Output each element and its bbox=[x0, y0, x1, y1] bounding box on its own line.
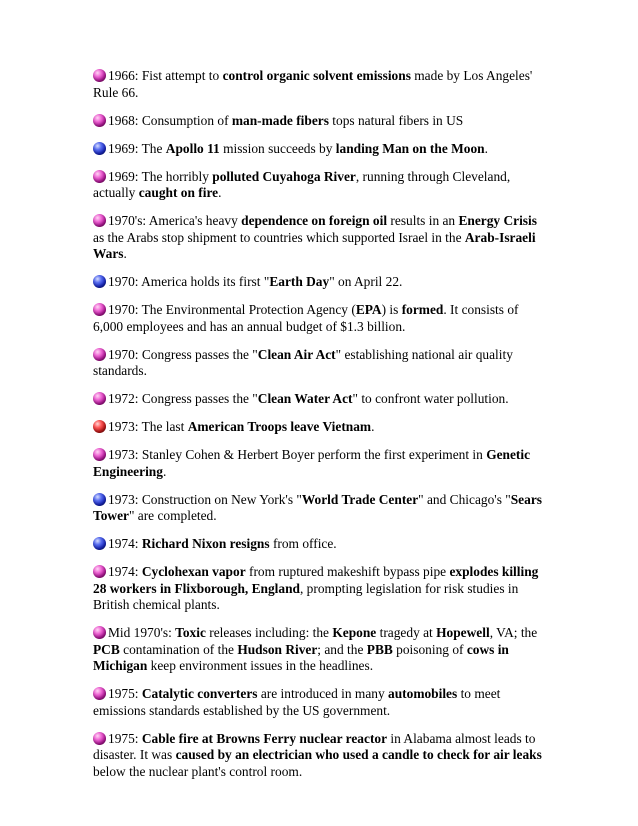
bold-text: Sears Tower bbox=[93, 491, 542, 523]
bold-text: landing Man on the Moon bbox=[335, 140, 485, 156]
bold-text: Richard Nixon resigns bbox=[141, 536, 270, 551]
text: as the Arabs stop shipment to countries which supported Israel in the bbox=[93, 229, 465, 245]
timeline-entry-text bbox=[93, 564, 551, 614]
magenta-sphere-bullet-icon bbox=[93, 69, 106, 82]
bold-text: dependence on foreign oil bbox=[241, 213, 388, 228]
timeline-entry bbox=[93, 625, 551, 675]
timeline-entry-text bbox=[93, 419, 551, 436]
timeline-entry-text bbox=[93, 347, 551, 380]
bold-text: caused by an electrician who used a candle to check for air leaks bbox=[175, 747, 542, 762]
text: mission succeeds by bbox=[219, 140, 336, 156]
text: to meet emissions standards established by the US government. bbox=[93, 686, 501, 718]
bold-text: Kepone bbox=[332, 625, 377, 640]
bold-text: EPA bbox=[355, 302, 382, 317]
timeline-entry bbox=[93, 169, 551, 202]
bold-text: Clean Water Act bbox=[257, 391, 353, 406]
blue-sphere-bullet-icon bbox=[93, 537, 106, 550]
timeline-entry-text bbox=[93, 447, 551, 480]
bold-text: PCB bbox=[93, 641, 120, 657]
timeline-entry bbox=[93, 68, 551, 101]
bold-text: Catalytic converters bbox=[141, 686, 258, 701]
magenta-sphere-bullet-icon bbox=[93, 565, 106, 578]
bold-text: American Troops leave Vietnam bbox=[187, 419, 372, 434]
text: 1973: Construction on New York's " bbox=[108, 491, 302, 507]
bold-text: Clean Air Act bbox=[257, 346, 336, 362]
bold-text: explodes killing 28 workers in Flixborough, England bbox=[93, 564, 539, 596]
timeline-entry bbox=[93, 347, 551, 380]
text: 1973: Stanley Cohen & Herbert Boyer perform the first experiment in bbox=[108, 447, 487, 462]
timeline-entry bbox=[93, 213, 551, 263]
magenta-sphere-bullet-icon bbox=[93, 732, 106, 745]
timeline-entry bbox=[93, 536, 551, 553]
magenta-sphere-bullet-icon bbox=[93, 303, 106, 316]
magenta-sphere-bullet-icon bbox=[93, 626, 106, 639]
timeline-entry bbox=[93, 731, 551, 781]
text: from ruptured makeshift bypass pipe bbox=[245, 564, 450, 579]
bold-text: caught on fire bbox=[138, 185, 219, 200]
timeline-entry bbox=[93, 419, 551, 436]
timeline-entry bbox=[93, 564, 551, 614]
text: . It consists of 6,000 employees and has an annual budget of $1.3 billion. bbox=[93, 302, 519, 334]
bold-text: control organic solvent emissions bbox=[222, 68, 411, 83]
text: results in an bbox=[387, 213, 459, 228]
bold-text: polluted Cuyahoga River bbox=[212, 168, 356, 184]
timeline-entry bbox=[93, 492, 551, 525]
timeline-entry bbox=[93, 113, 551, 130]
text: 1970: Congress passes the " bbox=[108, 346, 258, 362]
text: 1966: Fist attempt to bbox=[108, 68, 223, 83]
timeline-entry-text bbox=[93, 113, 551, 130]
bold-text: Genetic Engineering bbox=[93, 447, 531, 479]
timeline-entry-text bbox=[93, 391, 551, 408]
bold-text: Energy Crisis bbox=[458, 213, 537, 228]
bold-text: Cyclohexan vapor bbox=[141, 564, 246, 579]
bold-text: Cable fire at Browns Ferry nuclear reactor bbox=[141, 730, 388, 746]
timeline-entry-text bbox=[93, 731, 551, 781]
bold-text: Earth Day bbox=[269, 274, 330, 289]
text: releases including: the bbox=[205, 625, 333, 640]
timeline-entry bbox=[93, 141, 551, 158]
text: contamination of the bbox=[119, 641, 238, 657]
magenta-sphere-bullet-icon bbox=[93, 114, 106, 127]
red-sphere-bullet-icon bbox=[93, 420, 106, 433]
bold-text: cows in Michigan bbox=[93, 641, 509, 673]
bold-text: automobiles bbox=[388, 686, 458, 701]
bold-text: Arab-Israeli Wars bbox=[93, 229, 536, 261]
text: 1975: bbox=[108, 730, 142, 746]
timeline-entry-text bbox=[93, 68, 551, 101]
text: 1972: Congress passes the " bbox=[108, 391, 258, 406]
magenta-sphere-bullet-icon bbox=[93, 348, 106, 361]
text: . bbox=[162, 463, 167, 479]
text: tragedy at bbox=[376, 625, 437, 640]
timeline-entry-text bbox=[93, 141, 551, 158]
text: 1969: The horribly bbox=[108, 168, 213, 184]
text: from office. bbox=[269, 536, 337, 551]
text: 1974: bbox=[108, 536, 142, 551]
blue-sphere-bullet-icon bbox=[93, 142, 106, 155]
text: . bbox=[123, 246, 127, 261]
text: " and Chicago's " bbox=[418, 491, 511, 507]
text: below the nuclear plant's control room. bbox=[93, 763, 303, 779]
text: . bbox=[218, 185, 222, 200]
bold-text: Hopewell bbox=[436, 625, 490, 640]
text: tops natural fibers in US bbox=[328, 112, 464, 128]
text: , running through Cleveland, actually bbox=[93, 168, 511, 200]
text: 1970: The Environmental Protection Agency ( bbox=[108, 302, 356, 317]
timeline-list bbox=[93, 68, 551, 792]
text: 1969: The bbox=[108, 140, 166, 156]
text: ) is bbox=[381, 302, 402, 317]
text: in Alabama almost leads to disaster. It was bbox=[93, 730, 536, 762]
text: 1974: bbox=[108, 564, 142, 579]
timeline-entry-text bbox=[93, 169, 551, 202]
text: . bbox=[371, 419, 375, 434]
bold-text: World Trade Center bbox=[301, 491, 419, 507]
text: poisoning of bbox=[392, 641, 467, 657]
text: ; and the bbox=[317, 641, 367, 657]
bold-text: Hudson River bbox=[237, 641, 318, 657]
timeline-entry bbox=[93, 447, 551, 480]
bold-text: PBB bbox=[366, 641, 393, 657]
timeline-entry-text bbox=[93, 686, 551, 719]
bold-text: formed bbox=[401, 302, 444, 317]
timeline-entry-text bbox=[93, 274, 551, 291]
text: , VA; the bbox=[489, 625, 538, 640]
text: " establishing national air quality standards. bbox=[93, 346, 513, 378]
text: , prompting legislation for risk studies in British chemical plants. bbox=[93, 580, 519, 612]
timeline-entry bbox=[93, 274, 551, 291]
text: " on April 22. bbox=[329, 274, 403, 289]
timeline-entry-text bbox=[93, 625, 551, 675]
text: 1970's: America's heavy bbox=[108, 213, 242, 228]
magenta-sphere-bullet-icon bbox=[93, 687, 106, 700]
timeline-entry bbox=[93, 302, 551, 335]
timeline-entry-text bbox=[93, 213, 551, 263]
timeline-entry-text bbox=[93, 492, 551, 525]
blue-sphere-bullet-icon bbox=[93, 275, 106, 288]
timeline-entry-text bbox=[93, 302, 551, 335]
text: are introduced in many bbox=[257, 686, 389, 701]
text: . bbox=[484, 140, 488, 156]
text: 1973: The last bbox=[108, 419, 188, 434]
text: 1975: bbox=[108, 686, 142, 701]
text: " are completed. bbox=[128, 508, 217, 523]
timeline-entry bbox=[93, 686, 551, 719]
magenta-sphere-bullet-icon bbox=[93, 214, 106, 227]
timeline-entry bbox=[93, 391, 551, 408]
bold-text: man-made fibers bbox=[231, 112, 329, 128]
timeline-entry-text bbox=[93, 536, 551, 553]
bold-text: Toxic bbox=[175, 625, 206, 640]
bold-text: Apollo 11 bbox=[165, 140, 220, 156]
text: " to confront water pollution. bbox=[352, 391, 509, 406]
text: 1970: America holds its first " bbox=[108, 274, 270, 289]
text: keep environment issues in the headlines. bbox=[147, 658, 374, 673]
magenta-sphere-bullet-icon bbox=[93, 448, 106, 461]
magenta-sphere-bullet-icon bbox=[93, 170, 106, 183]
text: 1968: Consumption of bbox=[108, 112, 232, 128]
text: Mid 1970's: bbox=[108, 625, 176, 640]
text: made by Los Angeles' Rule 66. bbox=[93, 68, 533, 100]
blue-sphere-bullet-icon bbox=[93, 493, 106, 506]
magenta-sphere-bullet-icon bbox=[93, 392, 106, 405]
